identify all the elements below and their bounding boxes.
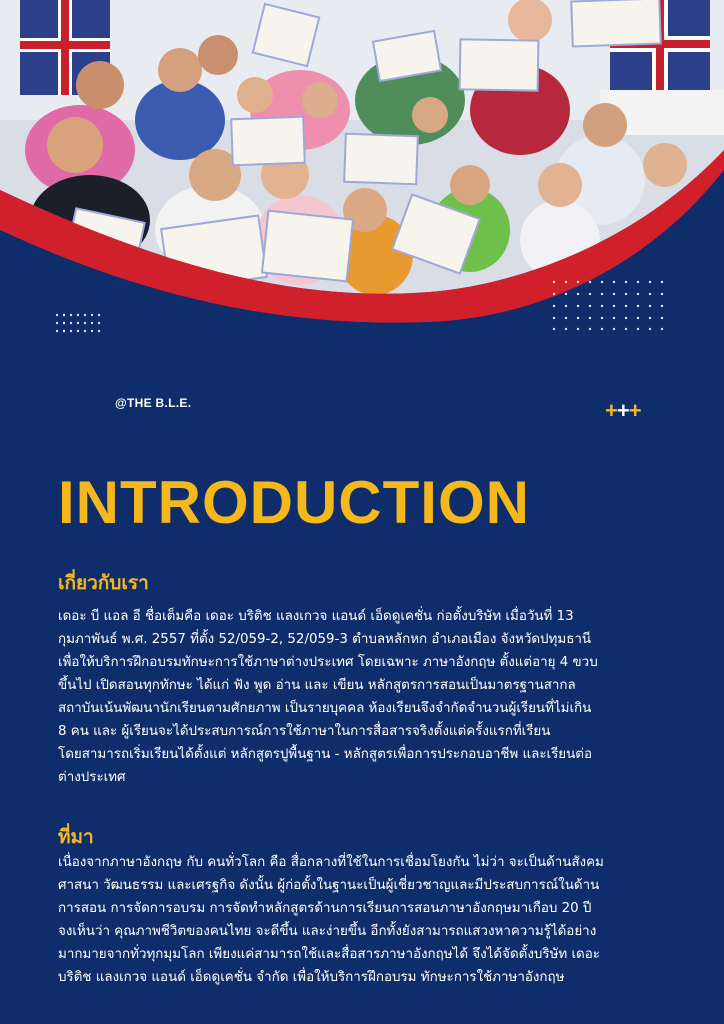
dot-grid-right	[551, 279, 669, 331]
about-line: เพื่อให้บริการฝึกอบรมทักษะการใช้ภาษาต่างประเทศ โดยเฉพาะ ภาษาอังกฤษ ตั้งแต่อายุ 4 ขวบ	[58, 655, 598, 670]
about-line: ต่างประเทศ	[58, 770, 126, 785]
about-line: กุมภาพันธ์ พ.ศ. 2557 ที่ตั้ง 52/059-2, 52/059-3 ตำบลหลักหก อำเภอเมือง จังหวัดปทุมธานี	[58, 632, 592, 647]
origin-line: เนื่องจากภาษาอังกฤษ กับ คนทั่วโลก คือ สื่อกลางที่ใช้ในการเชื่อมโยงกัน ไม่ว่า จะเป็นด้านสังคม	[58, 855, 604, 870]
origin-line: การสอน การจัดการอบรม การจัดทำหลักสูตรด้านการเรียนการสอนภาษาอังกฤษมาเกือบ 20 ปี	[58, 901, 592, 916]
about-line: 8 คน และ ผู้เรียนจะได้ประสบการณ์การใช้ภาษาในการสื่อสารจริงตั้งแต่ครั้งแรกที่เรียน	[58, 724, 551, 739]
about-line: ขึ้นไป เปิดสอนทุกทักษะ ได้แก่ ฟัง พูด อ่าน และ เขียน หลักสูตรการสอนเป็นมาตรฐานสากล	[58, 678, 576, 693]
plus-icon: +	[628, 398, 641, 423]
plus-decoration-icon	[605, 400, 641, 422]
dot-grid-left	[55, 313, 103, 333]
origin-line: บริติช แลงเกวจ แอนด์ เอ็ดดูเคชั่น จำกัด เพื่อให้บริการฝึกอบรม ทักษะการใช้ภาษาอังกฤษ	[58, 970, 565, 985]
about-line: เดอะ บี แอล อี ชื่อเต็มคือ เดอะ บริติช แลงเกวจ แอนด์ เอ็ดดูเคชั่น ก่อตั้งบริษัท เมื่อวันที่ 13	[58, 609, 574, 624]
brand-handle: @THE B.L.E.	[115, 396, 192, 410]
plus-icon: +	[616, 398, 629, 423]
origin-line: จงเห็นว่า คุณภาพชีวิตของคนไทย จะดีขึ้น และง่ายขึ้น อีกทั้งยังสามารถแสวงหาความรู้ได้อย่าง	[58, 924, 597, 939]
origin-line: มากมายจากทั่วทุกมุมโลก เพียงแค่สามารถใช้และสื่อสารภาษาอังกฤษได้ จึงได้จัดตั้งบริษัท เดอะ	[58, 947, 600, 962]
about-paragraph	[58, 605, 668, 789]
origin-heading: ที่มา	[58, 826, 94, 848]
about-line: โดยสามารถเริ่มเรียนได้ตั้งแต่ หลักสูตรปูพื้นฐาน - หลักสูตรเพื่อการประกอบอาชีพ และเรียนต่อ	[58, 747, 593, 762]
origin-line: ศาสนา วัฒนธรรม และเศรฐกิจ ดังนั้น ผู้ก่อตั้งในฐานะเป็นผู้เชี่ยวชาญและมีประสบการณ์ในด้าน	[58, 878, 600, 893]
about-heading: เกี่ยวกับเรา	[58, 572, 149, 594]
page-title: INTRODUCTION	[58, 469, 530, 536]
origin-paragraph	[58, 851, 668, 989]
plus-icon: +	[605, 398, 617, 423]
about-line: สถาบันเน้นพัฒนานักเรียนตามศักยภาพ เป็นรายบุคคล ห้องเรียนจึงจำกัดจำนวนผู้เรียนที่ไม่เกิน	[58, 701, 592, 716]
